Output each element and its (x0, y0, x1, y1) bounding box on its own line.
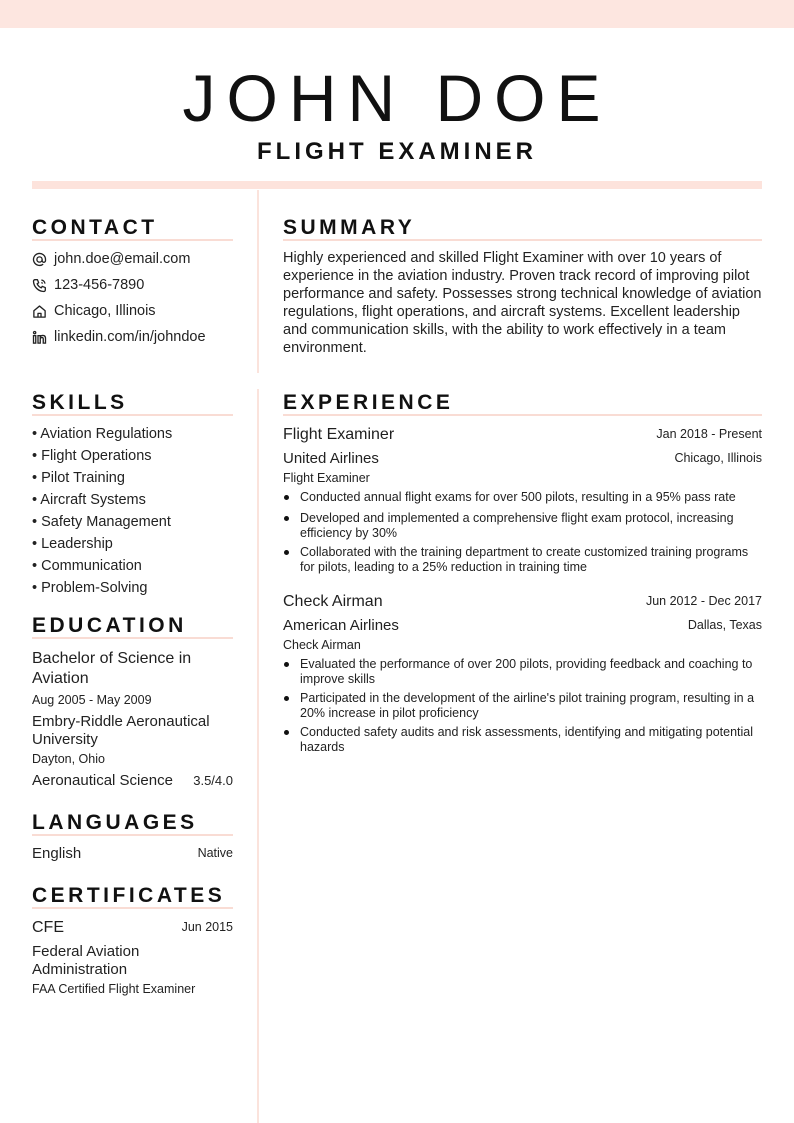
education-school: Embry-Riddle Aeronautical University (32, 713, 210, 748)
bullet-dot (284, 730, 289, 735)
job-bullet (284, 511, 762, 541)
certificate-name: CFE (32, 919, 64, 936)
linkedin-icon (32, 330, 47, 345)
education-heading-rule (32, 637, 233, 639)
bullet-dot (284, 516, 289, 521)
job-role: Flight Examiner (283, 471, 370, 485)
job-bullet (284, 691, 762, 721)
contact-heading: CONTACT (32, 216, 158, 239)
education-field: Aeronautical Science (32, 772, 173, 789)
education-location: Dayton, Ohio (32, 752, 105, 766)
summary-heading-rule (283, 239, 762, 241)
column-divider-bottom (257, 389, 259, 1123)
education-heading: EDUCATION (32, 614, 187, 637)
bullet-dot (284, 662, 289, 667)
bullet-dot (284, 550, 289, 555)
job-bullet (284, 725, 762, 755)
job-bullet-text: Conducted safety audits and risk assessments, identifying and mitigating potential hazards (300, 725, 754, 754)
job-bullet (284, 490, 762, 505)
summary-heading: SUMMARY (283, 216, 416, 239)
contact-phone[interactable] (32, 275, 144, 295)
skill-item: • Communication (32, 558, 142, 574)
experience-heading-rule (283, 414, 762, 416)
skill-item: • Flight Operations (32, 448, 152, 464)
bullet-dot (284, 696, 289, 701)
job-bullet-text: Collaborated with the training department to create customized training programs for pilots, leading to a 25% reduction in training time (300, 545, 749, 574)
skills-heading-rule (32, 414, 233, 416)
job-title: Check Airman (283, 593, 383, 610)
job-bullet-text: Evaluated the performance of over 200 pilots, providing feedback and coaching to improve skills (300, 657, 753, 686)
certificate-issuer: Federal Aviation Administration (32, 943, 140, 978)
certificate-description: FAA Certified Flight Examiner (32, 982, 196, 996)
languages-heading-rule (32, 834, 233, 836)
job-company: United Airlines (283, 450, 379, 467)
contact-linkedin[interactable] (32, 327, 206, 347)
contact-location-text: Chicago, Illinois (54, 303, 156, 319)
phone-icon (32, 278, 47, 293)
skill-item: • Pilot Training (32, 470, 125, 486)
summary-text: Highly experienced and skilled Flight Examiner with over 10 years of experience in the aviation industry. Proven track record of improving pilot performance and safety. Possesses strong technical knowledge of aviation regulations, flight operations, and aircraft systems. Excellent leadership and communication skills, with the ability to work effectively in a team environment. (283, 250, 762, 356)
languages-heading: LANGUAGES (32, 811, 198, 834)
certificate-date: Jun 2015 (181, 920, 233, 934)
job-role: Check Airman (283, 638, 361, 652)
contact-email-text: john.doe@email.com (54, 251, 191, 267)
certificates-heading: CERTIFICATES (32, 884, 226, 907)
job-title: FLIGHT EXAMINER (257, 138, 537, 165)
home-icon (32, 304, 47, 319)
skill-item: • Aircraft Systems (32, 492, 146, 508)
language-level: Native (197, 846, 233, 860)
job-bullet (284, 657, 762, 687)
candidate-name: JOHN DOE (182, 61, 612, 135)
skills-heading: SKILLS (32, 391, 128, 414)
education-degree: Bachelor of Science in Aviation (32, 650, 192, 687)
contact-linkedin-text: linkedin.com/in/johndoe (54, 329, 206, 345)
contact-phone-text: 123-456-7890 (54, 277, 145, 293)
certificates-heading-rule (32, 907, 233, 909)
header-divider (32, 181, 762, 189)
job-bullet-text: Developed and implemented a comprehensive flight exam protocol, increasing efficiency by 30% (300, 511, 734, 540)
experience-heading: EXPERIENCE (283, 391, 454, 414)
skill-item: • Problem-Solving (32, 580, 148, 596)
job-location: Chicago, Illinois (674, 451, 762, 465)
job-bullet-text: Participated in the development of the airline's pilot training program, resulting in a 20% increase in pilot proficiency (300, 691, 755, 720)
top-accent-bar (0, 0, 794, 28)
education-gpa: 3.5/4.0 (193, 773, 233, 788)
job-bullet (284, 545, 762, 575)
job-title: Flight Examiner (283, 426, 395, 443)
job-dates: Jan 2018 - Present (656, 427, 762, 441)
at-icon (32, 252, 47, 267)
education-dates: Aug 2005 - May 2009 (32, 693, 152, 707)
skill-item: • Leadership (32, 536, 113, 552)
contact-heading-rule (32, 239, 233, 241)
contact-location (32, 301, 156, 321)
job-location: Dallas, Texas (687, 618, 762, 632)
skill-item: • Aviation Regulations (32, 426, 173, 442)
job-bullet-text: Conducted annual flight exams for over 500 pilots, resulting in a 95% pass rate (300, 490, 736, 504)
job-company: American Airlines (283, 617, 399, 634)
contact-email[interactable] (32, 249, 190, 269)
language-name: English (32, 845, 82, 862)
skill-item: • Safety Management (32, 514, 171, 530)
bullet-dot (284, 495, 289, 500)
column-divider-top (257, 190, 259, 373)
job-dates: Jun 2012 - Dec 2017 (645, 594, 762, 608)
